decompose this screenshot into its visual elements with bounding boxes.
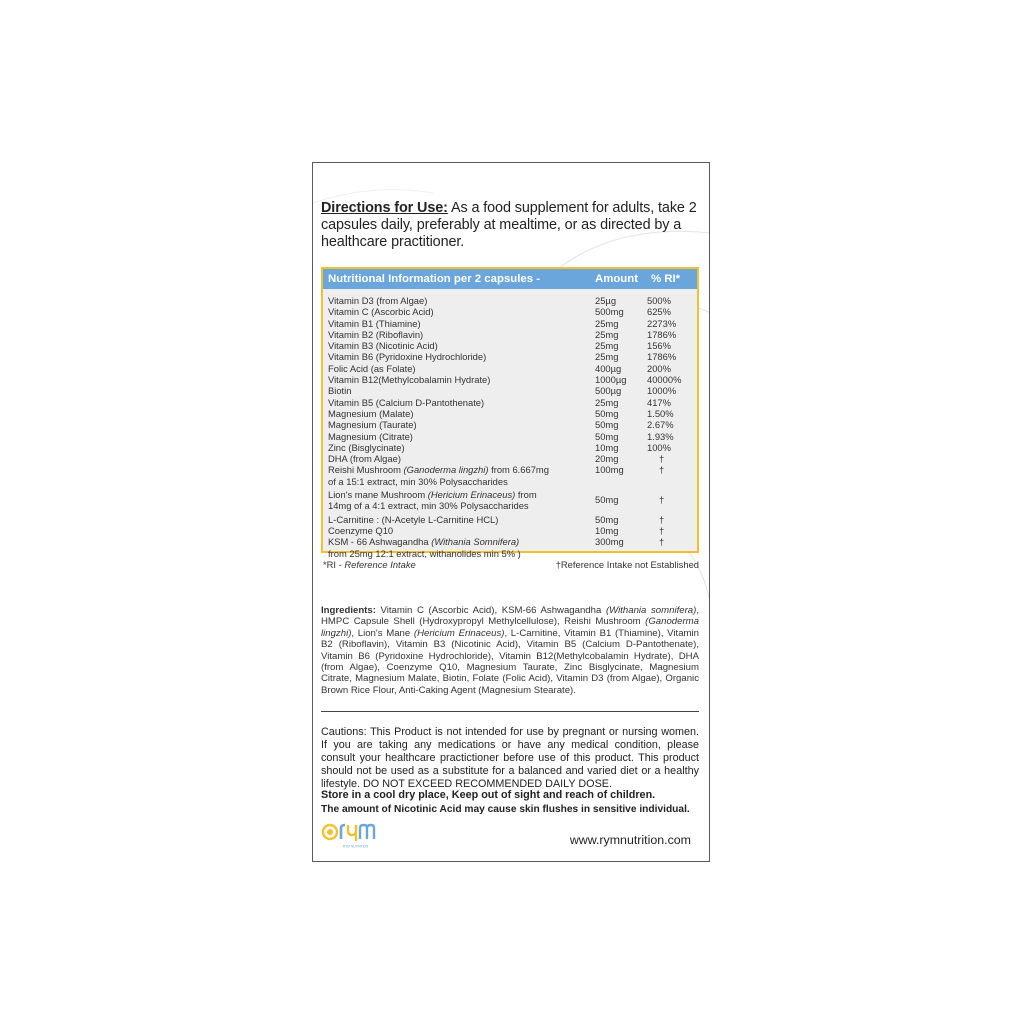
reishi-name: Reishi Mushroom [328, 464, 404, 476]
lions-name: Lion's mane Mushroom [328, 489, 428, 501]
table-row-reishi [323, 464, 697, 487]
ingredients-latin-2: (Ganoderma lingzhi) [321, 616, 699, 639]
row-ri: 1786% [647, 328, 677, 340]
row-amount: 50mg [595, 430, 619, 442]
row-amount: 100mg [595, 464, 624, 476]
logo-text: RYM NUTRITION [343, 844, 369, 849]
table-row-lions-mane [323, 489, 697, 512]
lions-extract: 14mg of a 4:1 extract, min 30% Polysaccharides [328, 500, 529, 512]
table-row [323, 329, 697, 340]
row-amount: 50mg [595, 419, 619, 431]
row-ri: † [659, 524, 665, 536]
table-row [323, 306, 697, 317]
row-name: Vitamin C (Ascorbic Acid) [328, 306, 434, 318]
row-amount: 25µg [595, 295, 617, 306]
cautions-text: Cautions: This Product is not intended for use by pregnant or nursing women. If you are taking any medications or have any medical condition, please consult your healthcare practictioner before use of this product. This product should not be used as a substitute for a balanced and varied diet or a healthy lifestyle. DO NOT EXCEED RECOMMENDED DAILY DOSE. [321, 726, 699, 791]
directions-heading: Directions for Use: [321, 200, 448, 216]
nutrition-title: Nutritional Information per 2 capsules - [328, 273, 541, 285]
row-ri: 40000% [647, 374, 682, 386]
row-ri: † [659, 453, 665, 465]
lions-latin: (Hericium Erinaceus) [427, 489, 516, 501]
row-amount: 50mg [595, 494, 619, 506]
storage-warning: Store in a cool dry place, Keep out of sight and reach of children. [321, 789, 656, 801]
table-row-ksm66 [323, 536, 697, 559]
row-name: Vitamin B1 (Thiamine) [328, 317, 421, 329]
nutrition-table [321, 267, 699, 559]
directions-for-use [321, 200, 703, 251]
table-row [323, 525, 697, 536]
table-row [323, 431, 697, 442]
section-divider [321, 711, 699, 712]
row-ri: 156% [647, 340, 671, 352]
row-name: Vitamin B3 (Nicotinic Acid) [328, 340, 438, 352]
row-ri: 1000% [647, 385, 677, 397]
ksm-latin: (Withania Somnifera) [431, 536, 520, 548]
table-row [323, 419, 697, 430]
row-ri: † [659, 536, 665, 548]
ksm-extract: from 25mg 12:1 extract, withanolides min 5% ) [328, 547, 521, 559]
table-row [323, 453, 697, 464]
nicotinic-acid-warning: The amount of Nicotinic Acid may cause skin flushes in sensitive individual. [321, 804, 690, 815]
row-ri: 2273% [647, 317, 677, 329]
row-ri: 100% [647, 441, 671, 453]
row-amount: 500mg [595, 306, 624, 318]
table-row [323, 408, 697, 419]
row-amount: 300mg [595, 536, 624, 548]
row-amount: 500µg [595, 385, 622, 397]
row-name: Folic Acid (as Folate) [328, 362, 416, 374]
row-name: Vitamin D3 (from Algae) [328, 295, 428, 306]
row-ri: † [659, 464, 665, 476]
rym-logo-icon [321, 819, 379, 849]
row-name: Vitamin B6 (Pyridoxine Hydrochloride) [328, 351, 487, 363]
row-amount: 400µg [595, 362, 622, 374]
row-amount: 25mg [595, 351, 619, 363]
table-row [323, 363, 697, 374]
row-ri: 500% [647, 295, 671, 306]
ingredients-text-2: , HMPC Capsule Shell (Hydroxypropyl Methylcellulose), Reishi Mushroom [321, 605, 699, 628]
lions-from: from [515, 489, 537, 501]
ri-not-established-note: †Reference Intake not Established [555, 559, 699, 570]
directions-text: As a food supplement for adults, take 2 capsules daily, preferably at mealtime, or as directed by a healthcare practitioner. [321, 200, 697, 250]
table-row [323, 318, 697, 329]
row-ri: 2.67% [647, 419, 674, 431]
table-row [323, 442, 697, 453]
row-ri: 417% [647, 396, 671, 408]
table-row [323, 351, 697, 362]
row-name: L-Carnitine : (N-Acetyle L-Carnitine HCL) [328, 513, 499, 525]
website-url[interactable]: www.rymnutrition.com [569, 833, 691, 847]
row-name: Zinc (Bisglycinate) [328, 441, 405, 453]
table-row [323, 397, 697, 408]
table-row [323, 514, 697, 525]
row-name: Magnesium (Malate) [328, 407, 414, 419]
row-ri: † [659, 513, 665, 525]
row-amount: 25mg [595, 317, 619, 329]
reishi-extract: of a 15:1 extract, min 30% Polysaccharides [328, 475, 508, 487]
nutrition-table-header [323, 269, 697, 289]
row-amount: 25mg [595, 328, 619, 340]
row-amount: 10mg [595, 524, 619, 536]
table-row [323, 374, 697, 385]
ingredients-list [321, 605, 699, 696]
row-name [328, 464, 590, 487]
table-row [323, 385, 697, 396]
row-amount: 10mg [595, 441, 619, 453]
rym-logo [321, 819, 379, 849]
ingredients-text-1: Vitamin C (Ascorbic Acid), KSM-66 Ashwagandha [375, 605, 606, 616]
ingredients-latin-1: (Withania somnifera) [605, 605, 697, 616]
row-name: Magnesium (Taurate) [328, 419, 417, 431]
row-name: Coenzyme Q10 [328, 524, 394, 536]
row-amount: 20mg [595, 453, 619, 465]
row-ri: † [659, 494, 665, 506]
amount-header: Amount [595, 273, 639, 285]
ri-footnote [323, 559, 416, 570]
reishi-source: from 6.667mg [488, 464, 549, 476]
row-ri: 625% [647, 306, 671, 318]
row-amount: 25mg [595, 396, 619, 408]
ingredients-latin-3: (Hericium Erinaceus) [413, 627, 505, 639]
row-name [328, 536, 590, 559]
nutrition-rows [323, 295, 697, 559]
row-name: Vitamin B2 (Riboflavin) [328, 328, 424, 340]
ingredients-heading: Ingredients: [321, 605, 376, 616]
row-amount: 50mg [595, 513, 619, 525]
ri-header: % RI* [651, 273, 681, 285]
row-amount: 1000µg [595, 374, 627, 386]
row-amount: 25mg [595, 340, 619, 352]
row-name: Magnesium (Citrate) [328, 430, 413, 442]
ingredients-text-3: , Lion's Mane [351, 627, 414, 639]
row-name: Biotin [328, 385, 352, 397]
ksm-name: KSM - 66 Ashwagandha [328, 536, 432, 548]
supplement-label [312, 162, 710, 862]
ri-footnote-prefix: *RI - [323, 559, 345, 570]
row-ri: 1.93% [647, 430, 674, 442]
ingredients-text-4: , L-Carnitine, Vitamin B1 (Thiamine), Vitamin B2 (Riboflavin), Vitamin B3 (Nicotinic Acid), Vitamin B5 (Calcium D-Pantothenate), Vitamin B6 (Pyridoxine Hydrochloride), Vitamin B12(Methylcobalamin Hydrate), DHA (from Algae), Coenzyme Q10, Magnesium Taurate, Zinc Bisglycinate, Magnesium Citrate, Magnesium Malate, Biotin, Folate (Folic Acid), Vitamin D3 (from Algae), Organic Brown Rice Flour, Anti-Caking Agent (Magnesium Stearate). [321, 627, 699, 696]
table-row [323, 295, 697, 306]
reishi-latin: (Ganoderma lingzhi) [403, 464, 489, 476]
table-row [323, 340, 697, 351]
row-ri: 1786% [647, 351, 677, 363]
row-amount: 50mg [595, 407, 619, 419]
row-name: Vitamin B12(Methylcobalamin Hydrate) [328, 374, 491, 386]
ri-footnote-italic: Reference Intake [344, 559, 416, 570]
row-name [328, 489, 590, 512]
row-ri: 200% [647, 362, 671, 374]
row-name: Vitamin B5 (Calcium D-Pantothenate) [328, 396, 485, 408]
row-ri: 1.50% [647, 407, 674, 419]
row-name: DHA (from Algae) [328, 453, 401, 465]
